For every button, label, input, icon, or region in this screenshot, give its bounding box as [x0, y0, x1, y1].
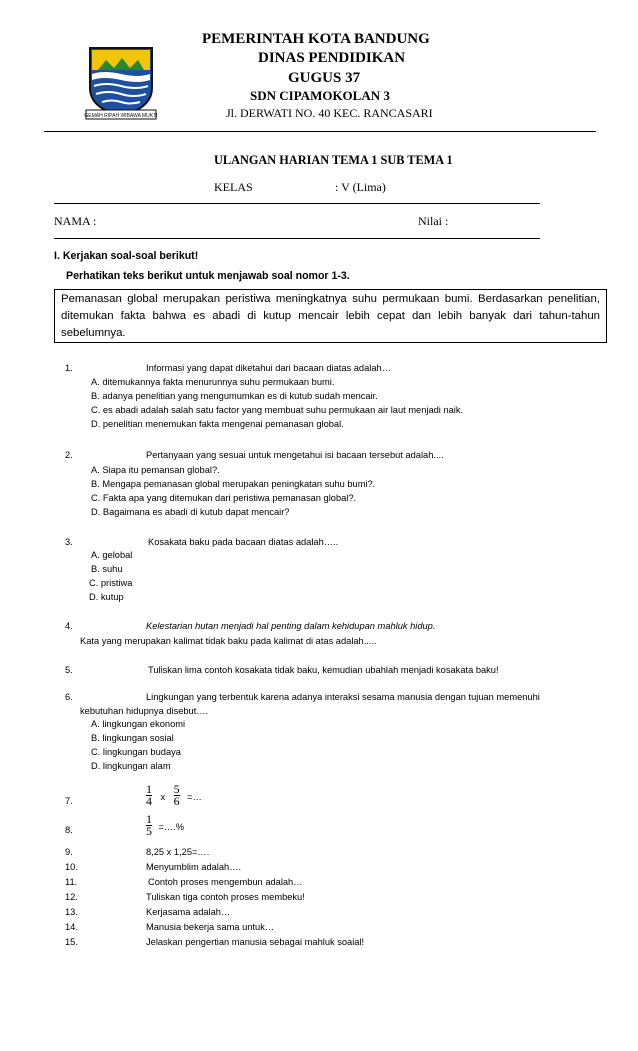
score-field-label: Nilai :: [418, 214, 449, 228]
answer-option: B. lingkungan sosial: [91, 733, 174, 743]
answer-option: D. lingkungan alam: [91, 761, 171, 771]
question-number: 3.: [65, 537, 73, 547]
question-number: 4.: [65, 621, 73, 631]
question-number: 12.: [65, 892, 78, 902]
question-number: 14.: [65, 922, 78, 932]
reading-passage: Pemanasan global merupakan peristiwa meningkatnya suhu permukaan bumi. Berdasarkan penelitian, ditemukan fakta bahwa es abadi di kutup mencair lebih cepat dan lebih banyak dari tahun-tahun sebelumnya.: [54, 289, 607, 343]
question-text: Kerjasama adalah…: [146, 907, 231, 917]
answer-option: A. gelobal: [91, 550, 133, 560]
header-government: PEMERINTAH KOTA BANDUNG: [202, 31, 430, 47]
question-number: 1.: [65, 363, 73, 373]
question-text: Tuliskan tiga contoh proses membeku!: [146, 892, 305, 902]
answer-option: C. es abadi adalah salah satu factor yang membuat suhu permukaan air laut menjadi naik.: [91, 405, 464, 415]
question-text: Informasi yang dapat diketahui dari bacaan diatas adalah…: [146, 363, 391, 373]
question-number: 8.: [65, 825, 73, 835]
class-label: KELAS: [214, 180, 253, 194]
question-text: Lingkungan yang terbentuk karena adanya interaksi sesama manusia dengan tujuan memenuhi: [146, 692, 540, 702]
question-number: 11.: [65, 877, 78, 887]
question-number: 10.: [65, 862, 78, 872]
fraction: $\frac{1}{4}$: [146, 782, 152, 808]
answer-option: B. Mengapa pemanasan global merupakan peningkatan suhu bumi?.: [91, 479, 376, 489]
question-text: Contoh proses mengembun adalah…: [148, 877, 303, 887]
question-number: 9.: [65, 847, 73, 857]
header-school: SDN CIPAMOKOLAN 3: [250, 88, 390, 103]
question-text: Kosakata baku pada bacaan diatas adalah…..: [148, 537, 339, 547]
question-text: Manusia bekerja sama untuk…: [146, 922, 275, 932]
question-text: Pertanyaan yang sesuai untuk mengetahui isi bacaan tersebut adalah....: [146, 450, 444, 460]
question-text: Jelaskan pengertian manusia sebagai mahluk soaial!: [146, 937, 365, 947]
header-divider: [44, 131, 596, 132]
section-instruction: Perhatikan teks berikut untuk menjawab soal nomor 1-3.: [66, 270, 350, 282]
info-divider-bottom: [54, 238, 540, 239]
section-heading: I. Kerjakan soal-soal berikut!: [54, 250, 199, 262]
header-address: Jl. DERWATI NO. 40 KEC. RANCASARI: [226, 106, 433, 120]
info-divider-top: [54, 203, 540, 204]
question-text: Kelestarian hutan menjadi hal penting dalam kehidupan mahluk hidup.: [146, 621, 436, 631]
answer-option: B. suhu: [91, 564, 123, 574]
question-number: 5.: [65, 665, 73, 675]
answer-option: C. lingkungan budaya: [91, 747, 181, 757]
question-number: 7.: [65, 796, 73, 806]
header-agency: DINAS PENDIDIKAN: [258, 50, 406, 66]
question-continuation: kebutuhan hidupnya disebut….: [80, 706, 209, 716]
question-number: 2.: [65, 450, 73, 460]
question-text: Tuliskan lima contoh kosakata tidak baku, kemudian ubahlah menjadi kosakata baku!: [148, 665, 499, 675]
answer-option: A. Siapa itu pemansan global?.: [91, 465, 220, 475]
question-number: 6.: [65, 692, 73, 702]
name-field-label: NAMA :: [54, 214, 97, 228]
answer-option: A. lingkungan ekonomi: [91, 719, 186, 729]
fraction: $\frac{1}{5}$: [146, 812, 152, 838]
answer-option: D. penelitian menemukan fakta mengenai pemanasan global.: [91, 419, 344, 429]
header-cluster: GUGUS 37: [288, 70, 361, 86]
answer-option: A. ditemukannya fakta menurunnya suhu permukaan bumi.: [91, 377, 335, 387]
answer-option: B. adanya penelitian yang mengumumkan es di kutub sudah mencair.: [91, 391, 378, 401]
fraction-expression: $\frac{1}{4}$ x $\frac{5}{6}$ =…: [146, 782, 202, 808]
fraction: $\frac{5}{6}$: [173, 782, 180, 808]
city-emblem-logo: [84, 44, 158, 122]
question-number: 15.: [65, 937, 78, 947]
question-number: 13.: [65, 907, 78, 917]
answer-option: D. kutup: [89, 592, 124, 602]
exam-title: ULANGAN HARIAN TEMA 1 SUB TEMA 1: [214, 153, 453, 167]
answer-option: D. Bagaimana es abadi di kutub dapat mencair?: [91, 507, 290, 517]
svg-text:GEMAH RIPAH WIBAWA MUKTI: GEMAH RIPAH WIBAWA MUKTI: [84, 113, 158, 119]
question-continuation: Kata yang merupakan kalimat tidak baku pada kalimat di atas adalah.....: [80, 636, 377, 646]
question-text: Menyumblim adalah….: [146, 862, 242, 872]
answer-option: C. Fakta apa yang ditemukan dari peristiwa pemanasan global?.: [91, 493, 357, 503]
class-value: : V (Lima): [335, 180, 386, 194]
fraction-expression: $\frac{1}{5}$ =….%: [146, 812, 185, 838]
question-text: 8,25 x 1,25=….: [146, 847, 210, 857]
answer-option: C. pristiwa: [89, 578, 133, 588]
